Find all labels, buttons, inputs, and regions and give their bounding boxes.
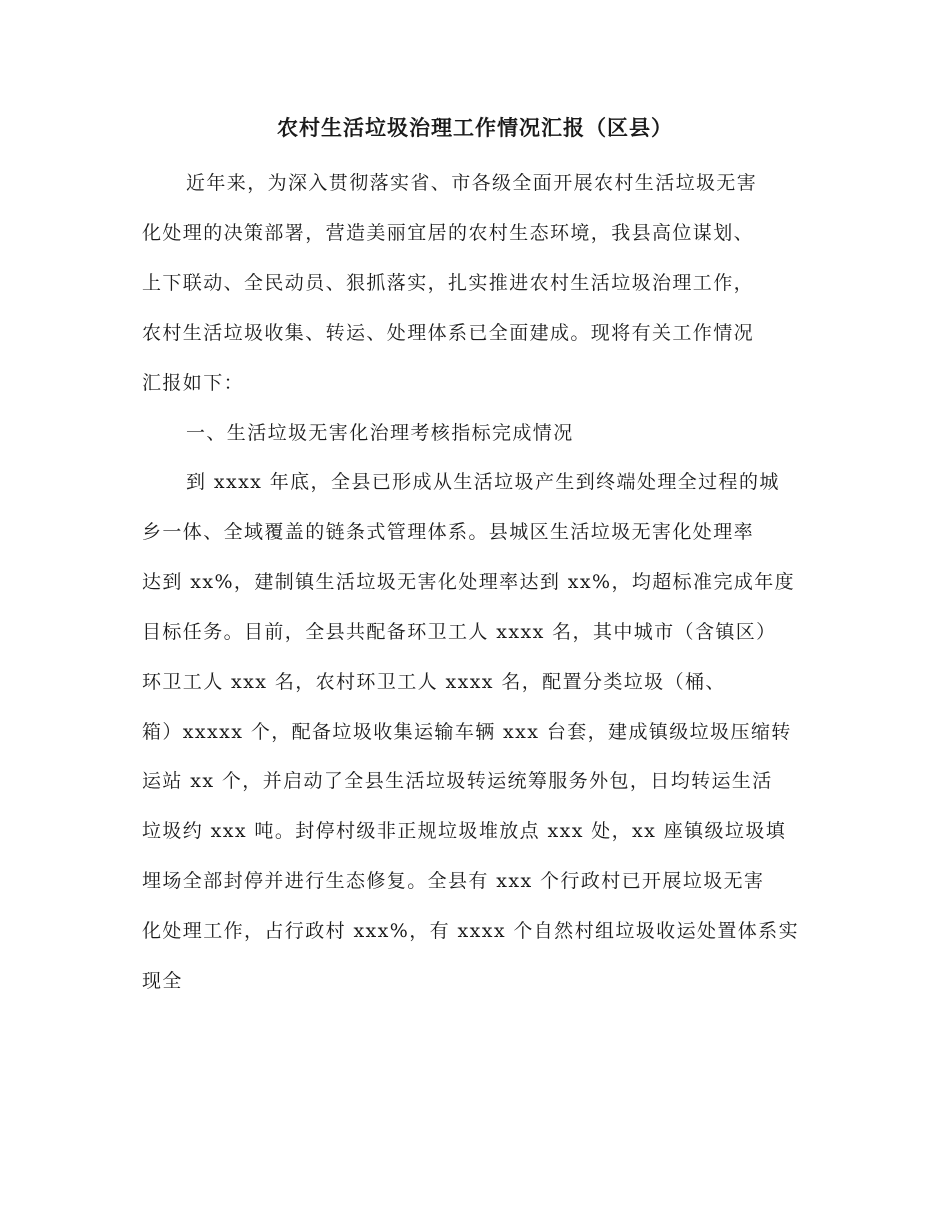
paragraph-2-line-9: 埋场全部封停并进行生态修复。全县有 xxx 个行政村已开展垃圾无害 [142,870,765,892]
paragraph-2-line-8: 垃圾约 xxx 吨。封停村级非正规垃圾堆放点 xxx 处，xx 座镇级垃圾填 [142,820,787,842]
paragraph-2-line-1: 到 xxxx 年底，全县已形成从生活垃圾产生到终端处理全过程的城 [186,471,780,493]
paragraph-2-line-11: 现全 [142,970,183,992]
paragraph-1-line-4: 农村生活垃圾收集、转运、处理体系已全面建成。现将有关工作情况 [142,322,755,344]
paragraph-1-line-2: 化处理的决策部署，营造美丽宜居的农村生态环境，我县高位谋划、 [142,222,755,244]
paragraph-1-line-5: 汇报如下： [142,372,245,394]
paragraph-1-line-1: 近年来，为深入贯彻落实省、市各级全面开展农村生活垃圾无害 [186,172,758,194]
paragraph-2-line-6: 箱）xxxxx 个，配备垃圾收集运输车辆 xxx 台套，建成镇级垃圾压缩转 [142,721,792,743]
paragraph-2-line-5: 环卫工人 xxx 名，农村环卫工人 xxxx 名，配置分类垃圾（桶、 [142,671,726,693]
paragraph-2-line-4: 目标任务。目前，全县共配备环卫工人 xxxx 名，其中城市（含镇区） [142,621,777,643]
paragraph-2-line-7: 运站 xx 个，并启动了全县生活垃圾转运统筹服务外包，日均转运生活 [142,770,773,792]
paragraph-2-line-3: 达到 xx%，建制镇生活垃圾无害化处理率达到 xx%，均超标准完成年度 [142,571,796,593]
paragraph-1-line-3: 上下联动、全民动员、狠抓落实，扎实推进农村生活垃圾治理工作， [142,272,755,294]
paragraph-2-line-10: 化处理工作，占行政村 xxx%，有 xxxx 个自然村组垃圾收运处置体系实 [142,920,799,942]
paragraph-2-line-2: 乡一体、全域覆盖的链条式管理体系。县城区生活垃圾无害化处理率 [142,521,755,543]
document-title: 农村生活垃圾治理工作情况汇报（区县） [277,115,673,140]
section-heading-1: 一、生活垃圾无害化治理考核指标完成情况 [186,422,574,444]
